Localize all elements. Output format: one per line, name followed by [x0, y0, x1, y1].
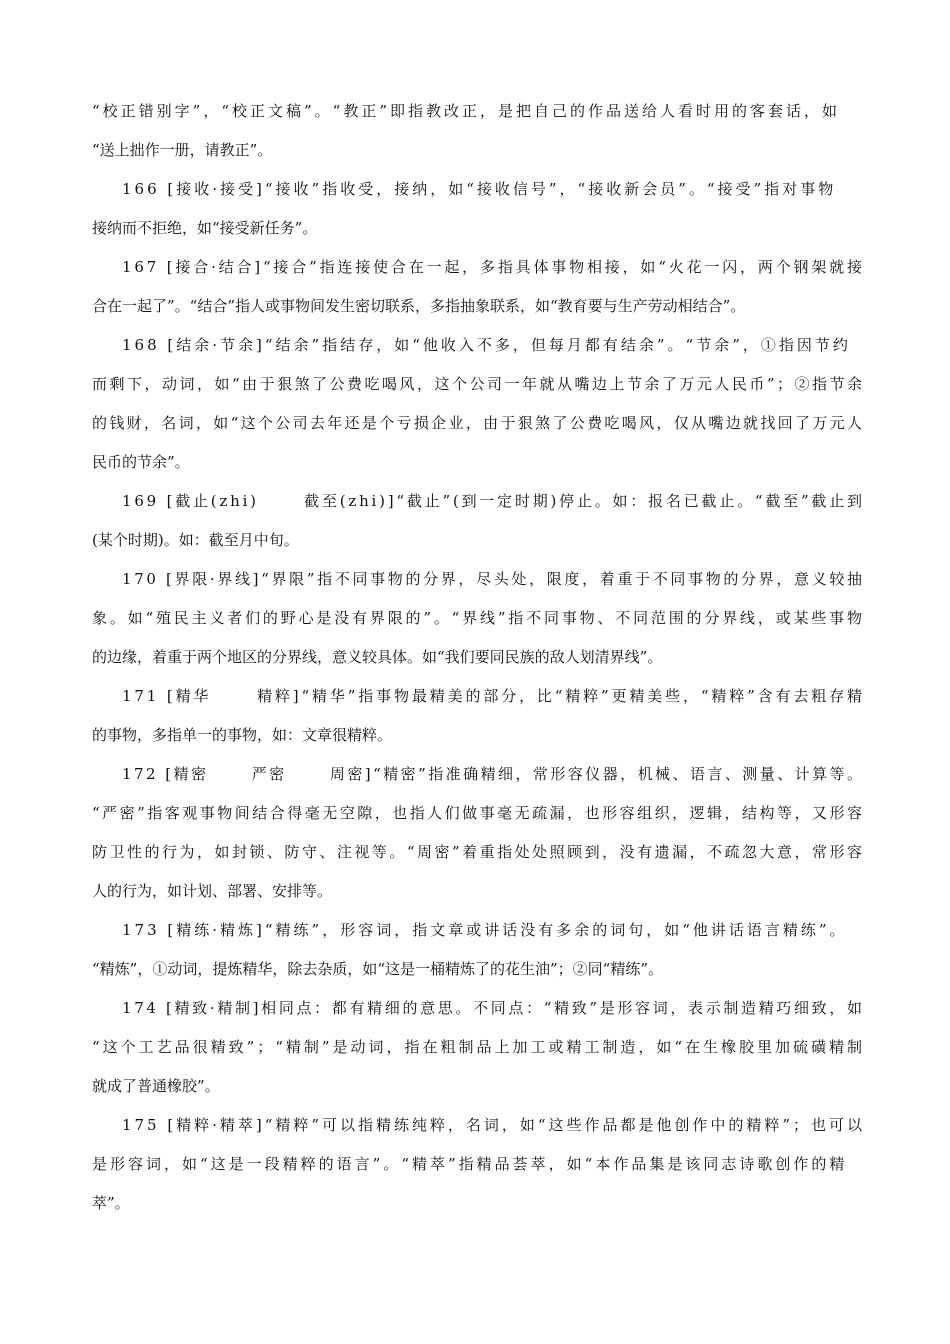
text-line: 175 [精粹·精萃]“精粹”可以指精练纯粹，名词，如“这些作品都是他创作中的精粹”；也可以	[122, 1116, 865, 1134]
text-line: 171 [精华 精粹]“精华”指事物最精美的部分，比“精粹”更精美些，“精粹”含有去粗存精	[122, 687, 865, 705]
text-line: “精炼”，①动词，提炼精华，除去杂质，如“这是一桶精炼了的花生油”；②同“精练”。	[92, 960, 664, 978]
paragraph-continuation	[92, 92, 862, 170]
entry-paragraph	[92, 989, 865, 1106]
text-line: 169 [截止(zhi) 截至(zhi)]“截止”(到一定时期)停止。如：报名已截止。“截至”截止到	[122, 492, 865, 510]
text-line: 168 [结余·节余]“结余”指结存，如“他收入不多，但每月都有结余”。“节余”，①指因节约	[122, 336, 851, 354]
text-line: 167 [接合·结合]“接合”指连接使合在一起，多指具体事物相接，如“火花一闪，两个钢架就接	[122, 258, 865, 276]
entry-paragraph	[92, 248, 865, 326]
entry-paragraph	[92, 482, 865, 560]
entry-paragraph	[92, 911, 862, 989]
text-line: 而剩下，动词，如“由于狠煞了公费吃喝风，这个公司一年就从嘴边上节余了万元人民币”；②指节余	[92, 375, 865, 393]
text-line: 民币的节余”。	[92, 453, 190, 471]
text-line: 萃”。	[92, 1194, 130, 1212]
text-line: 的事物，多指单一的事物，如：文章很精粹。	[92, 726, 393, 744]
entry-paragraph	[92, 170, 862, 248]
entry-paragraph	[92, 1106, 865, 1223]
text-line: 173 [精练·精炼]“精练”，形容词，指文章或讲话没有多余的词句，如“他讲话语言精练”。	[122, 921, 848, 939]
text-line: 是形容词，如“这是一段精粹的语言”。“精萃”指精品荟萃，如“本作品集是该同志诗歌创作的精	[92, 1155, 848, 1173]
text-line: 象。如“殖民主义者们的野心是没有界限的”。“界线”指不同事物、不同范围的分界线，或某些事物	[92, 609, 865, 627]
text-line: 172 [精密 严密 周密]“精密”指准确精细，常形容仪器，机械、语言、测量、计算等。	[122, 765, 865, 783]
entry-paragraph	[92, 755, 865, 911]
text-line: (某个时期)。如：截至月中旬。	[92, 531, 299, 549]
entry-paragraph	[92, 677, 865, 755]
text-line: 的边缘，着重于两个地区的分界线，意义较具体。如“我们要同民族的敌人划清界线”。	[92, 648, 663, 666]
text-line: 166 [接收·接受]“接收”指收受，接纳，如“接收信号”，“接收新会员”。“接受”指对事物	[122, 180, 837, 198]
text-line: “严密”指客观事物间结合得毫无空隙，也指人们做事毫无疏漏，也形容组织，逻辑，结构等，又形容	[92, 804, 865, 822]
text-line: 170 [界限·界线]“界限”指不同事物的分界，尽头处，限度，着重于不同事物的分界，意义较抽	[122, 570, 865, 588]
text-line: 接纳而不拒绝，如“接受新任务”。	[92, 219, 318, 237]
text-line: “送上拙作一册，请教正”。	[92, 141, 273, 159]
text-line: 就成了普通橡胶”。	[92, 1077, 220, 1095]
text-line: 人的行为，如计划、部署、安排等。	[92, 882, 333, 900]
document-page	[92, 92, 865, 1223]
text-line: “校正错别字”，“校正文稿”。“教正”即指教改正，是把自己的作品送给人看时用的客套话，如	[92, 102, 841, 120]
text-line: 合在一起了”。“结合”指人或事物间发生密切联系，多指抽象联系，如“教育要与生产劳动相结合”。	[92, 297, 746, 315]
entry-paragraph	[92, 560, 865, 677]
text-line: 174 [精致·精制]相同点：都有精细的意思。不同点：“精致”是形容词，表示制造精巧细致，如	[122, 999, 865, 1017]
text-line: 的钱财，名词，如“这个公司去年还是个亏损企业，由于狠煞了公费吃喝风，仅从嘴边就找回了万元人	[92, 414, 865, 432]
text-line: 防卫性的行为，如封锁、防守、注视等。“周密”着重指处处照顾到，没有遗漏，不疏忽大意，常形容	[92, 843, 865, 861]
entry-paragraph	[92, 326, 865, 482]
text-line: “这个工艺品很精致”；“精制”是动词，指在粗制品上加工或精工制造，如“在生橡胶里加硫磺精制	[92, 1038, 865, 1056]
